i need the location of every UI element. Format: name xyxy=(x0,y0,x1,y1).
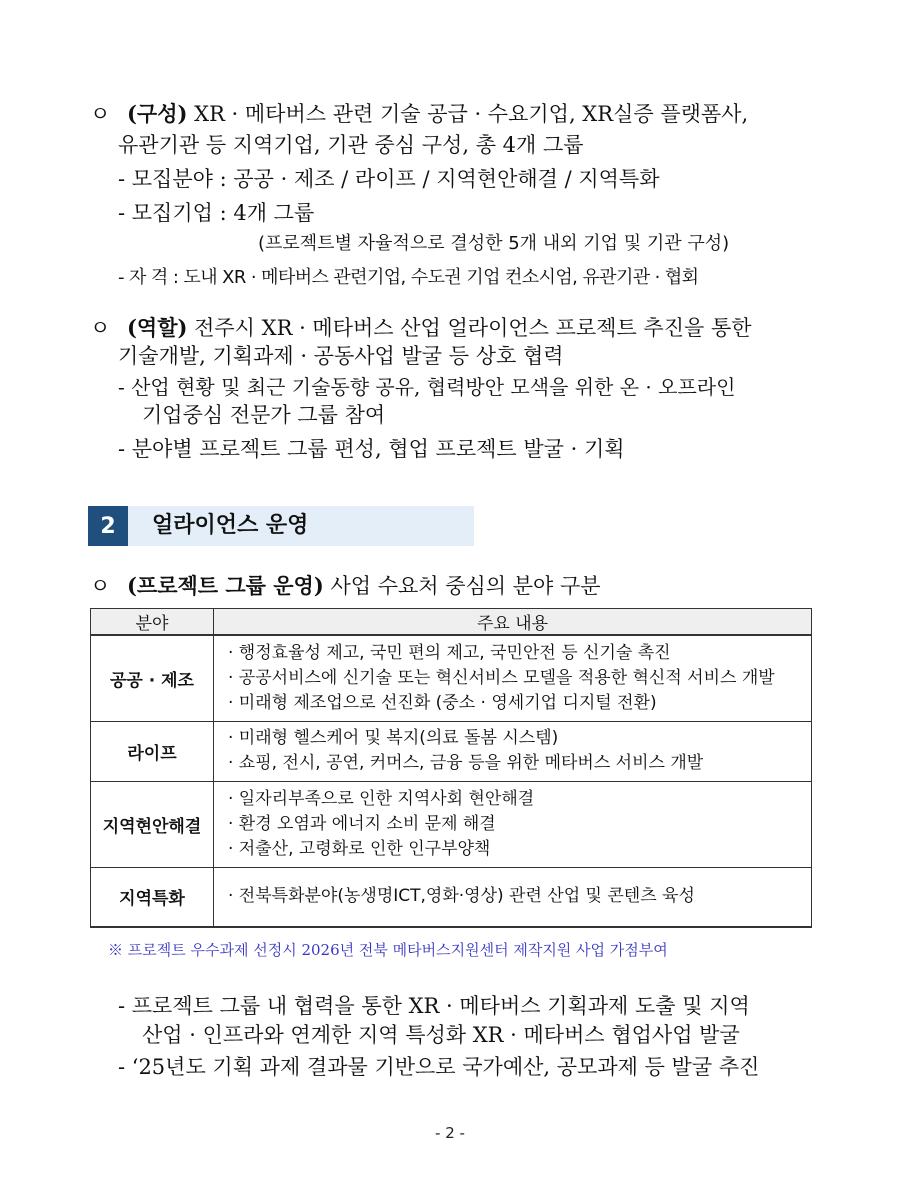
category-cell: 공공 · 제조 xyxy=(91,635,214,721)
content-cell xyxy=(214,781,812,867)
content-item: · 일자리부족으로 인한 지역사회 현안해결 xyxy=(228,788,535,809)
content-cell xyxy=(214,635,812,721)
section-title: 얼라이언스 운영 xyxy=(152,513,309,538)
content-item: · 환경 오염과 에너지 소비 문제 해결 xyxy=(228,813,496,834)
content-item: · 미래형 헬스케어 및 복지(의료 돌봄 시스템) xyxy=(228,728,559,748)
bullet-marker: ㅇ xyxy=(90,102,111,126)
project-groups-text: 사업 수요처 중심의 분야 구분 xyxy=(323,574,601,598)
note-text: ※ 프로젝트 우수과제 선정시 2026년 전북 메타버스지원센터 제작지원 사업 가점부여 xyxy=(108,941,668,959)
content-cell xyxy=(214,867,812,927)
content-item: · 전북특화분야(농생명ICT,영화·영상) 관련 산업 및 콘텐츠 육성 xyxy=(228,886,695,907)
role-label: (역할) xyxy=(126,315,188,340)
bottom-item-2: - ‘25년도 기획 과제 결과물 기반으로 국가예산, 공모과제 등 발굴 추진 xyxy=(118,1055,760,1079)
composition-text: XR · 메타버스 관련 기술 공급 · 수요기업, XR실증 플랫폼사, xyxy=(187,102,749,126)
table-header-row xyxy=(91,609,812,636)
table-row xyxy=(91,867,812,927)
page-number: - 2 - xyxy=(435,1124,465,1142)
header-content: 주요 내용 xyxy=(214,609,812,636)
recruit-sub-note: (프로젝트별 자율적으로 결성한 5개 내외 기업 및 기관 구성) xyxy=(258,233,730,254)
table-row xyxy=(91,635,812,721)
category-cell: 지역현안해결 xyxy=(91,781,214,867)
bullet-marker: ㅇ xyxy=(90,574,111,598)
bullet-marker: ㅇ xyxy=(90,316,111,340)
recruit-field: - 모집분야 : 공공 · 제조 / 라이프 / 지역현안해결 / 지역특화 xyxy=(118,167,660,191)
category-cell: 라이프 xyxy=(91,721,214,781)
composition-line-2: 유관기관 등 지역기업, 기관 중심 구성, 총 4개 그룹 xyxy=(118,133,584,157)
content-item: · 저출산, 고령화로 인한 인구부양책 xyxy=(228,838,491,859)
project-groups-label: (프로젝트 그룹 운영) xyxy=(126,573,324,598)
table-row xyxy=(91,781,812,867)
content-item: · 행정효율성 제고, 국민 편의 제고, 국민안전 등 신기술 촉진 xyxy=(228,642,671,663)
section-number: 2 xyxy=(88,506,128,546)
composition-label: (구성) xyxy=(126,101,188,126)
role-item-2: - 분야별 프로젝트 그룹 편성, 협업 프로젝트 발굴 · 기획 xyxy=(118,437,625,461)
role-text: 전주시 XR · 메타버스 산업 얼라이언스 프로젝트 추진을 통한 xyxy=(187,316,752,340)
table-row xyxy=(91,721,812,781)
header-field: 분야 xyxy=(91,609,214,636)
composition-line-1 xyxy=(90,100,748,128)
role-line-2: 기술개발, 기획과제 · 공동사업 발굴 등 상호 협력 xyxy=(118,344,564,368)
content-cell xyxy=(214,721,812,781)
content-item: · 공공서비스에 신기술 또는 혁신서비스 모델을 적용한 혁신적 서비스 개발 xyxy=(228,667,775,688)
role-item-1-line-1: - 산업 현황 및 최근 기술동향 공유, 협력방안 모색을 위한 온 · 오프라인 xyxy=(118,375,736,399)
content-item: · 쇼핑, 전시, 공연, 커머스, 금융 등을 위한 메타버스 서비스 개발 xyxy=(228,753,704,773)
eligibility: - 자 격 : 도내 XR · 메타버스 관련기업, 수도권 기업 컨소시엄, 유관기관 · 협회 xyxy=(118,267,699,288)
role-line-1 xyxy=(90,314,752,342)
recruit-companies: - 모집기업 : 4개 그룹 xyxy=(118,201,315,225)
category-cell: 지역특화 xyxy=(91,867,214,927)
field-table xyxy=(90,608,812,928)
bottom-item-1-line-2: 산업 · 인프라와 연계한 지역 특성화 XR · 메타버스 협업사업 발굴 xyxy=(142,1023,740,1047)
role-item-1-line-2: 기업중심 전문가 그룹 참여 xyxy=(142,403,386,427)
project-groups-line xyxy=(90,572,601,600)
bottom-item-1-line-1: - 프로젝트 그룹 내 협력을 통한 XR · 메타버스 기획과제 도출 및 지역 xyxy=(118,994,750,1018)
content-item: · 미래형 제조업으로 선진화 (중소 · 영세기업 디지털 전환) xyxy=(228,692,657,713)
